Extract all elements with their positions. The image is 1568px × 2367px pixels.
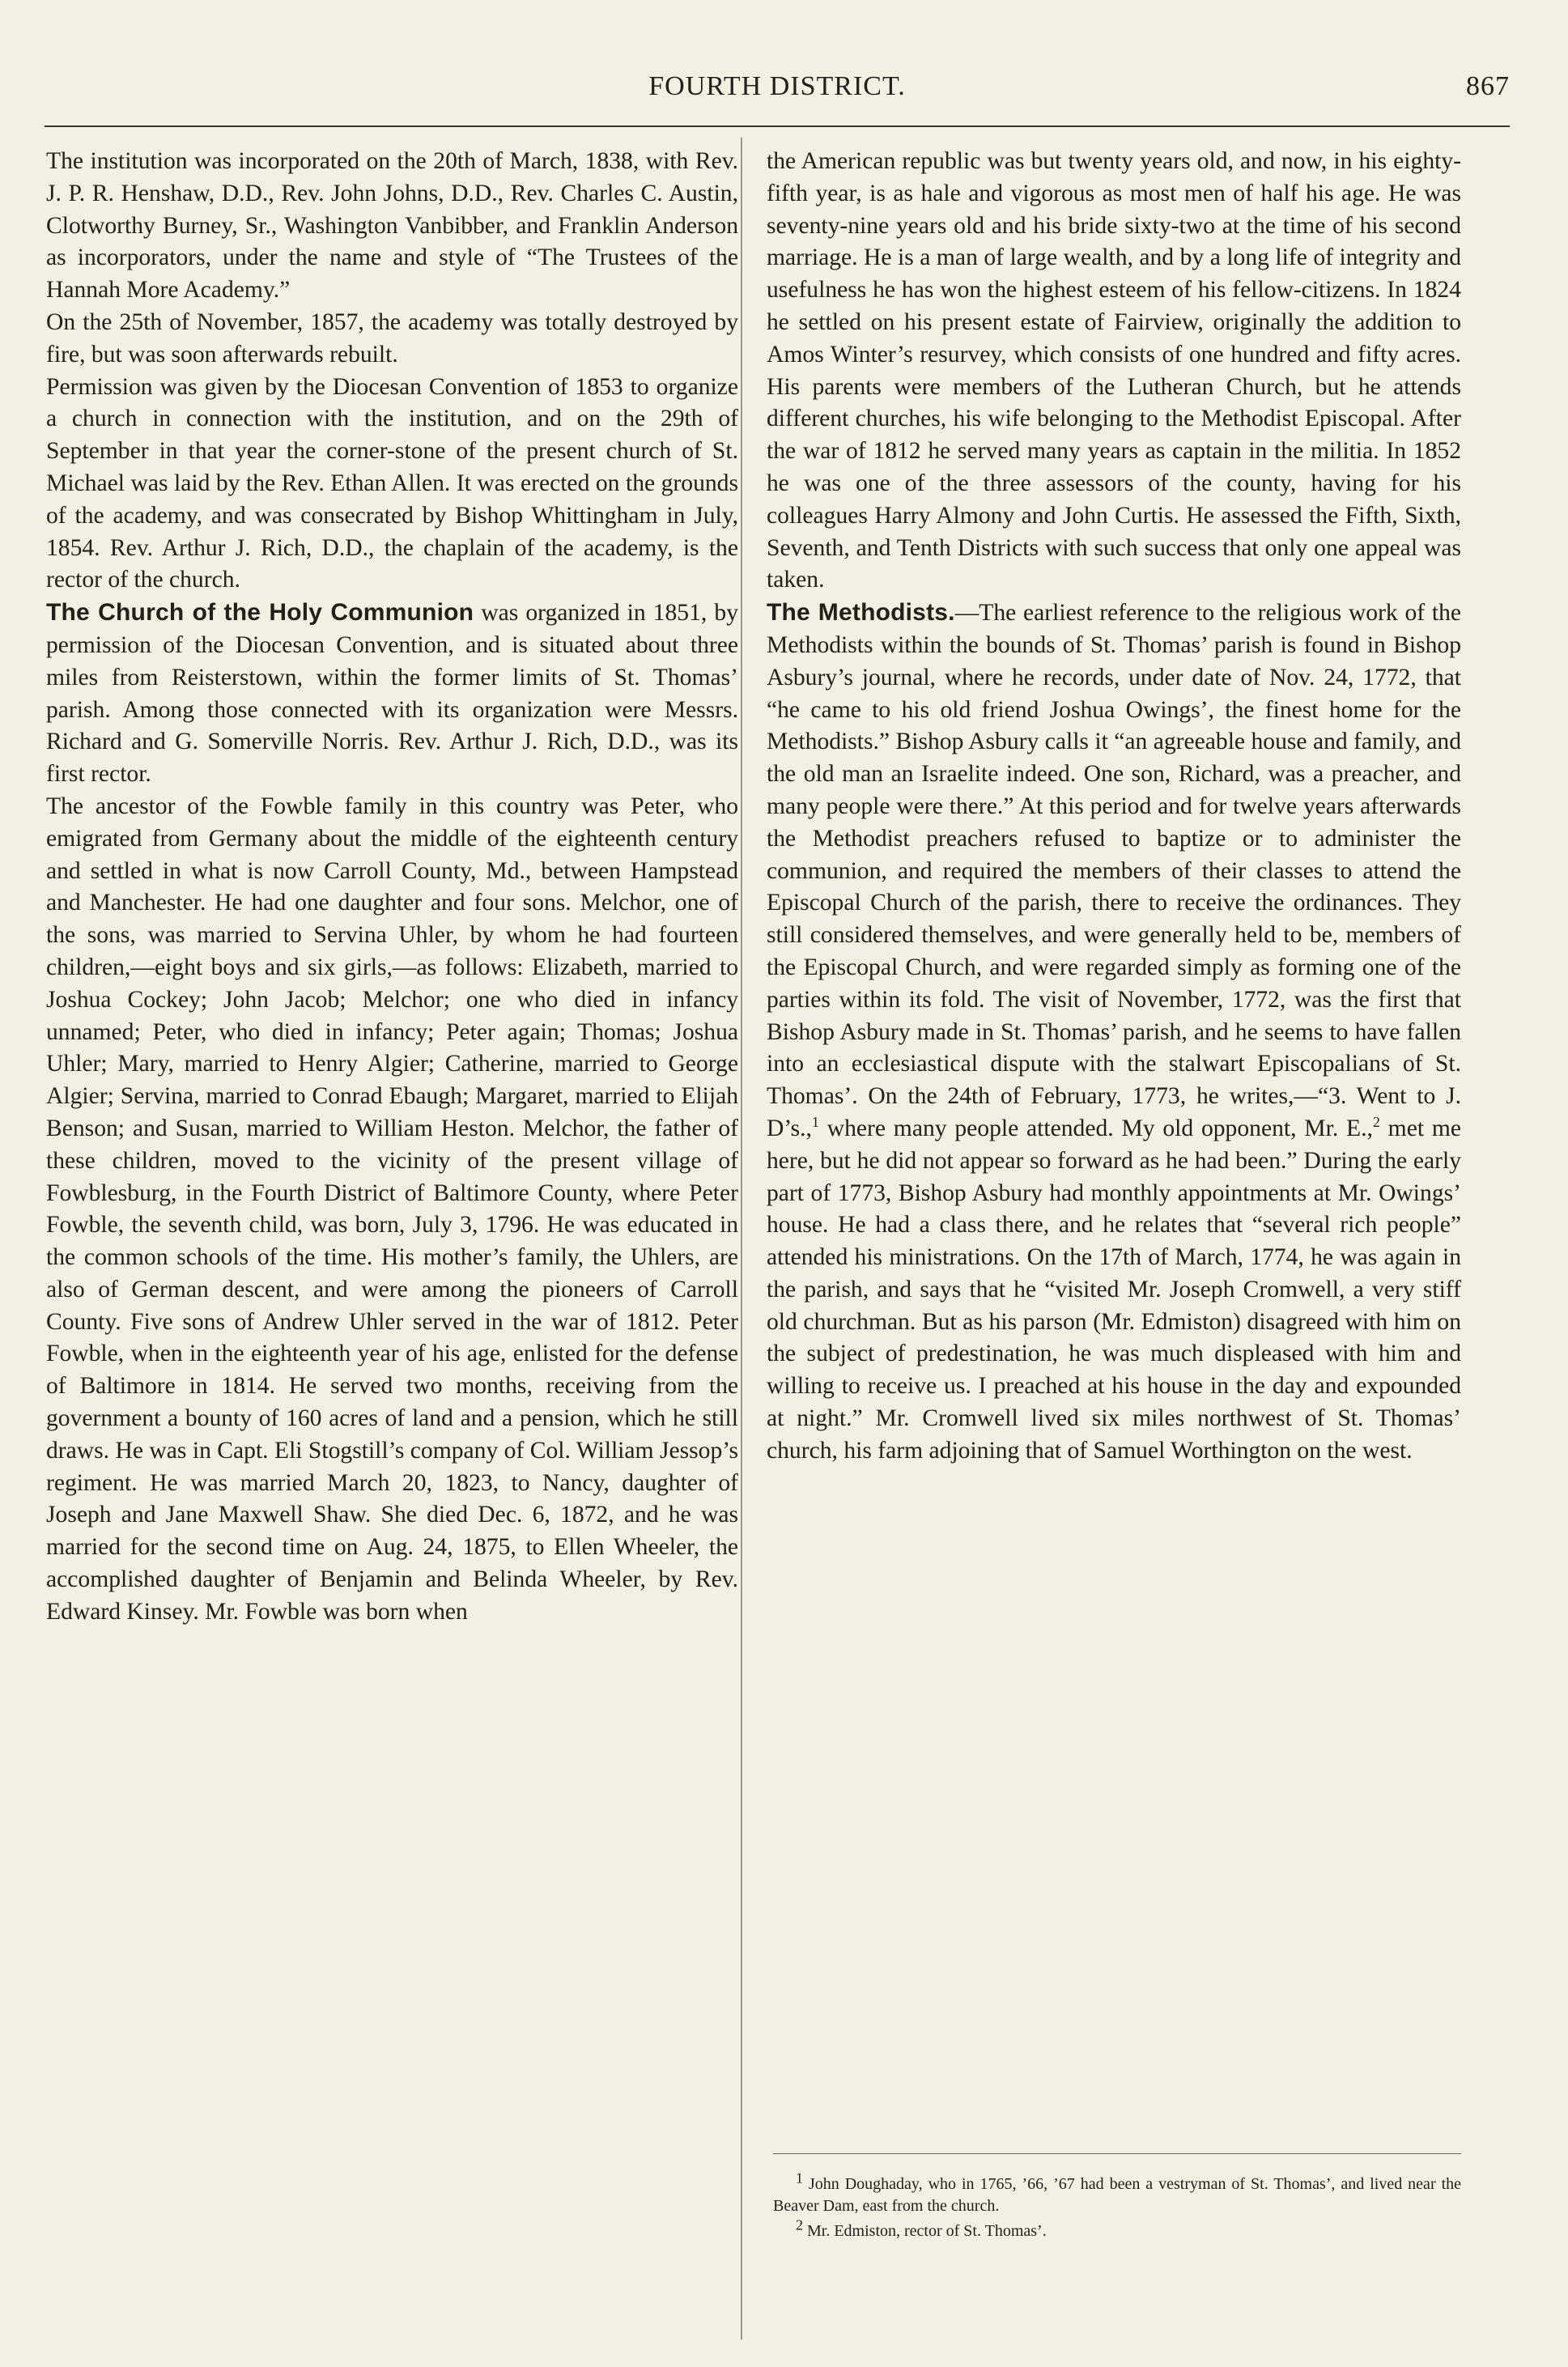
paragraph-text: —The earliest reference to the religious work of the Methodists within the bounds of St. Thomas’ parish is found in Bishop Asbury’s journal, where he records, under date of Nov. 24, 1772, that “he came to his old friend Joshua Owings’, the finest home for the Methodists.” Bishop Asbury calls it “an agreeable house and family, and the old man an Israelite indeed. One son, Richard, was a preacher, and many people were there.” At this period and for twelve years afterwards the Methodist preachers refused to baptize or to administer the communion, and required the members of their classes to attend the Episcopal Church of the parish, there to receive the ordinances. They still considered themselves, and were generally held to be, members of the Episcopal Church, and were regarded simply as forming one of the parties within its fold. The visit of November, 1772, was the first that Bishop Asbury made in St. Thomas’ parish, and he seems to have fallen into an ecclesiastical dispute with the stalwart Episcopalians of St. Thomas’. On the 24th of February, 1773, he writes,—“3. Went to J. D’s., xyxy=(767,600,1462,1141)
page-number: 867 xyxy=(1466,71,1510,101)
running-header xyxy=(45,71,1510,117)
column-divider xyxy=(741,138,742,2339)
paragraph-text: was organized in 1851, by permission of the Diocesan Convention, and is situated about three miles from Reisterstown, within the former limits of St. Thomas’ parish. Among those connected with its organization were Messrs. Richard and G. Somerville Norris. Rev. Arthur J. Rich, D.D., was its first rector. xyxy=(46,600,738,788)
paragraph xyxy=(767,597,1461,1468)
footnote-rule xyxy=(773,2153,1461,2154)
right-column xyxy=(767,146,1461,1468)
paragraph: the American republic was but twenty years old, and now, in his eighty-fifth year, is as hale and vigorous as most men of half his age. He was seventy-nine years old and his bride sixty-two at the time of his second marriage. He is a man of large wealth, and by a long life of integrity and usefulness he has won the highest esteem of his fellow-citizens. In 1824 he settled on his present estate of Fairview, originally the addition to Amos Winter’s resurvey, which consists of one hundred and fifty acres. His parents were members of the Lutheran Church, but he attends different churches, his wife belonging to the Methodist Episcopal. After the war of 1812 he served many years as captain in the militia. In 1852 he was one of the three assessors of the county, having for his colleagues Harry Almony and John Curtis. He assessed the Fifth, Sixth, Seventh, and Tenth Districts with such success that only one appeal was taken. xyxy=(767,148,1461,593)
section-heading: The Methodists. xyxy=(767,599,955,627)
footnote-text: John Doughaday, who in 1765, ’66, ’67 had been a vestryman of St. Thomas’, and lived near the Beaver Dam, east from the church. xyxy=(773,2175,1461,2215)
paragraph-text: met me here, but he did not appear so forward as he had been.” During the early part of 1773, Bishop Asbury had monthly appointments at Mr. Owings’ house. He had a class there, and he relates that “several rich people” attended his ministrations. On the 17th of March, 1774, he was again in the parish, and says that he “visited Mr. Joseph Cromwell, a very stiff old churchman. But as his parson (Mr. Edmiston) disagreed with him on the subject of predestination, he was much displeased with him and willing to receive us. I preached at his house in the day and expounded at night.” Mr. Cromwell lived six miles northwest of St. Thomas’ church, his farm adjoining that of Samuel Worthington on the west. xyxy=(767,1115,1462,1464)
footnote-mark: 2 xyxy=(796,2216,803,2233)
page-title: FOURTH DISTRICT. xyxy=(648,71,906,101)
footnote-ref[interactable]: 2 xyxy=(1372,1114,1380,1131)
paragraph-text: where many people attended. My old opponent, Mr. E., xyxy=(818,1115,1373,1141)
left-column xyxy=(46,146,738,1629)
footnote-text: Mr. Edmiston, rector of St. Thomas’. xyxy=(803,2222,1047,2240)
footnote xyxy=(773,2169,1461,2217)
section-heading: The Church of the Holy Communion xyxy=(46,599,474,627)
footnote-mark: 1 xyxy=(796,2169,803,2186)
paragraph: On the 25th of November, 1857, the academy was totally destroyed by fire, but was soon afterwards rebuilt. xyxy=(46,308,738,368)
paragraph: The ancestor of the Fowble family in this country was Peter, who emigrated from Germany about the middle of the eighteenth century and settled in what is now Carroll County, Md., between Hampstead and Manchester. He had one daughter and four sons. Melchor, one of the sons, was married to Servina Uhler, by whom he had fourteen children,—eight boys and six girls,—as follows: Elizabeth, married to Joshua Cockey; John Jacob; Melchor; one who died in infancy unnamed; Peter, who died in infancy; Peter again; Thomas; Joshua Uhler; Mary, married to Henry Algier; Catherine, married to George Algier; Servina, married to Conrad Ebaugh; Margaret, married to Elijah Benson; and Susan, married to William Heston. Melchor, the father of these children, moved to the vicinity of the present village of Fowblesburg, in the Fourth District of Baltimore County, where Peter Fowble, the seventh child, was born, July 3, 1796. He was educated in the common schools of the time. His mother’s family, the Uhlers, are also of German descent, and were among the pioneers of Carroll County. Five sons of Andrew Uhler served in the war of 1812. Peter Fowble, when in the eighteenth year of his age, enlisted for the defense of Baltimore in 1814. He served two months, receiving from the government a bounty of 160 acres of land and a pension, which he still draws. He was in Capt. Eli Stogstill’s company of Col. William Jessop’s regiment. He was married March 20, 1823, to Nancy, daughter of Joseph and Jane Maxwell Shaw. She died Dec. 6, 1872, and he was married for the second time on Aug. 24, 1875, to Ellen Wheeler, the accomplished daughter of Benjamin and Belinda Wheeler, by Rev. Edward Kinsey. Mr. Fowble was born when xyxy=(46,793,738,1625)
footnote xyxy=(773,2216,1461,2242)
header-rule xyxy=(45,125,1510,127)
paragraph: Permission was given by the Diocesan Convention of 1853 to organize a church in connection with the institution, and on the 29th of September in that year the corner-stone of the present church of St. Michael was laid by the Rev. Ethan Allen. It was erected on the grounds of the academy, and was consecrated by Bishop Whittingham in July, 1854. Rev. Arthur J. Rich, D.D., the chaplain of the academy, is the rector of the church. xyxy=(46,373,738,593)
footnote-ref[interactable]: 1 xyxy=(811,1114,819,1131)
paragraph: The institution was incorporated on the 20th of March, 1838, with Rev. J. P. R. Henshaw, D.D., Rev. John Johns, D.D., Rev. Charles C. Austin, Clotworthy Burney, Sr., Washington Vanbibber, and Franklin Anderson as incorporators, under the name and style of “The Trustees of the Hannah More Academy.” xyxy=(46,148,738,304)
footnotes xyxy=(773,2169,1461,2246)
paragraph xyxy=(46,597,738,791)
